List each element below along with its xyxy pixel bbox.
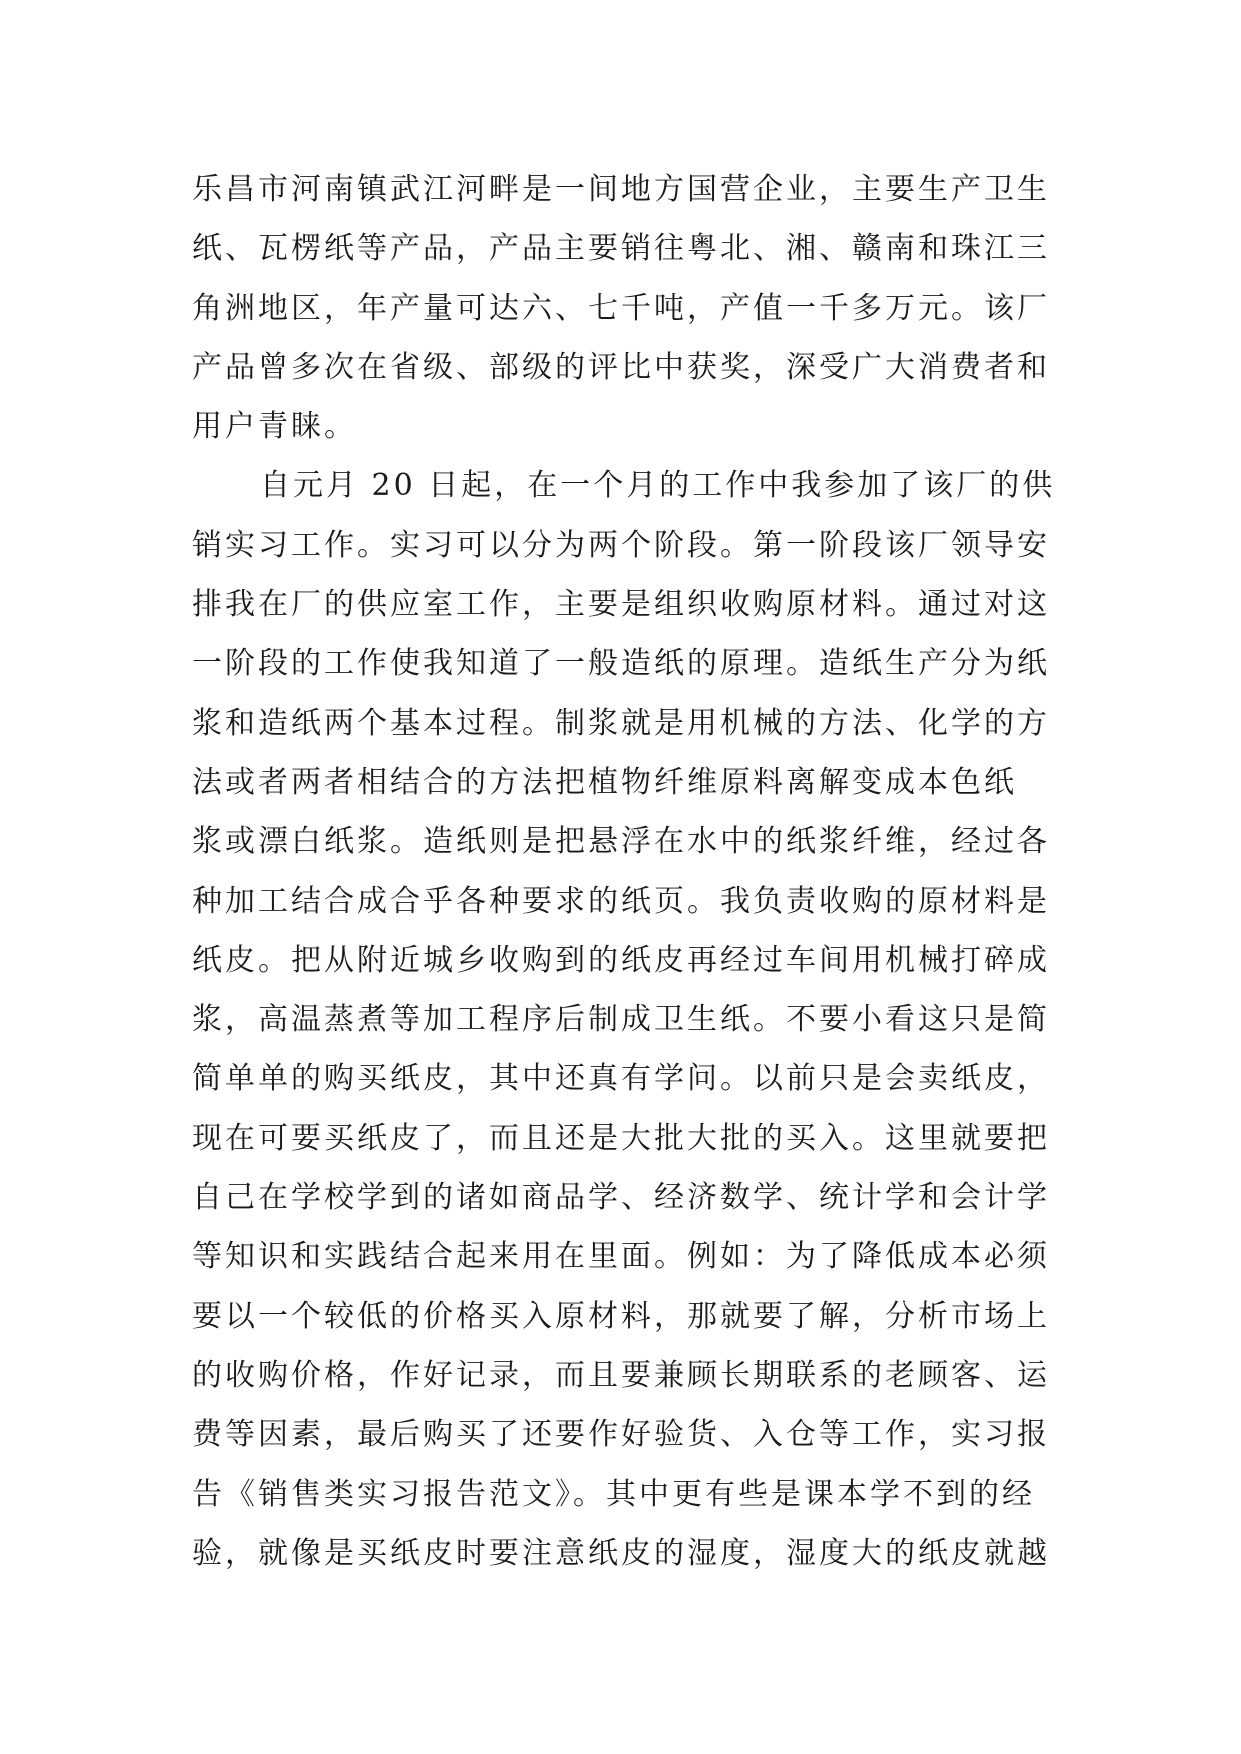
text-line: 费等因素，最后购买了还要作好验货、入仓等工作，实习报 (192, 1417, 1050, 1453)
text-line: 验，就像是买纸皮时要注意纸皮的湿度，湿度大的纸皮就越 (192, 1535, 1050, 1571)
text-line: 种加工结合成合乎各种要求的纸页。我负责收购的原材料是 (192, 883, 1050, 919)
text-line: 要以一个较低的价格买入原材料，那就要了解，分析市场上 (192, 1298, 1050, 1334)
text-line: 纸皮。把从附近城乡收购到的纸皮再经过车间用机械打碎成 (192, 942, 1050, 978)
text-line: 现在可要买纸皮了，而且还是大批大批的买入。这里就要把 (192, 1120, 1050, 1156)
text-line: 排我在厂的供应室工作，主要是组织收购原材料。通过对这 (192, 587, 1050, 623)
paragraph-2 (192, 456, 1056, 1583)
paragraph-1 (192, 160, 1052, 456)
text-line: 销实习工作。实习可以分为两个阶段。第一阶段该厂领导安 (192, 527, 1050, 563)
text-line: 用户青睐。 (192, 409, 357, 445)
text-line: 纸、瓦楞纸等产品，产品主要销往粤北、湘、赣南和珠江三 (192, 231, 1050, 267)
text-line: 简单单的购买纸皮，其中还真有学问。以前只是会卖纸皮， (192, 1061, 1050, 1097)
text-line: 乐昌市河南镇武江河畔是一间地方国营企业，主要生产卫生 (192, 172, 1050, 207)
body-text (192, 160, 1056, 1583)
text-line: 自己在学校学到的诸如商品学、经济数学、统计学和会计学 (192, 1180, 1050, 1216)
text-line: 等知识和实践结合起来用在里面。例如：为了降低成本必须 (192, 1239, 1050, 1275)
text-line: 角洲地区，年产量可达六、七千吨，产值一千多万元。该厂 (192, 290, 1050, 326)
text-line: 浆或漂白纸浆。造纸则是把悬浮在水中的纸浆纤维，经过各 (192, 824, 1050, 860)
text-line: 的收购价格，作好记录，而且要兼顾长期联系的老顾客、运 (192, 1357, 1050, 1393)
text-line: 一阶段的工作使我知道了一般造纸的原理。造纸生产分为纸 (192, 646, 1050, 682)
text-line: 浆，高温蒸煮等加工程序后制成卫生纸。不要小看这只是简 (192, 1002, 1050, 1038)
text-line: 告《销售类实习报告范文》。其中更有些是课本学不到的经 (192, 1476, 1035, 1512)
text-line: 浆和造纸两个基本过程。制浆就是用机械的方法、化学的方 (192, 705, 1050, 741)
text-line: 法或者两者相结合的方法把植物纤维原料离解变成本色纸 (192, 764, 1017, 800)
text-line: 产品曾多次在省级、部级的评比中获奖，深受广大消费者和 (192, 349, 1050, 385)
text-line: 自元月 20 日起，在一个月的工作中我参加了该厂的供 (260, 468, 1056, 504)
